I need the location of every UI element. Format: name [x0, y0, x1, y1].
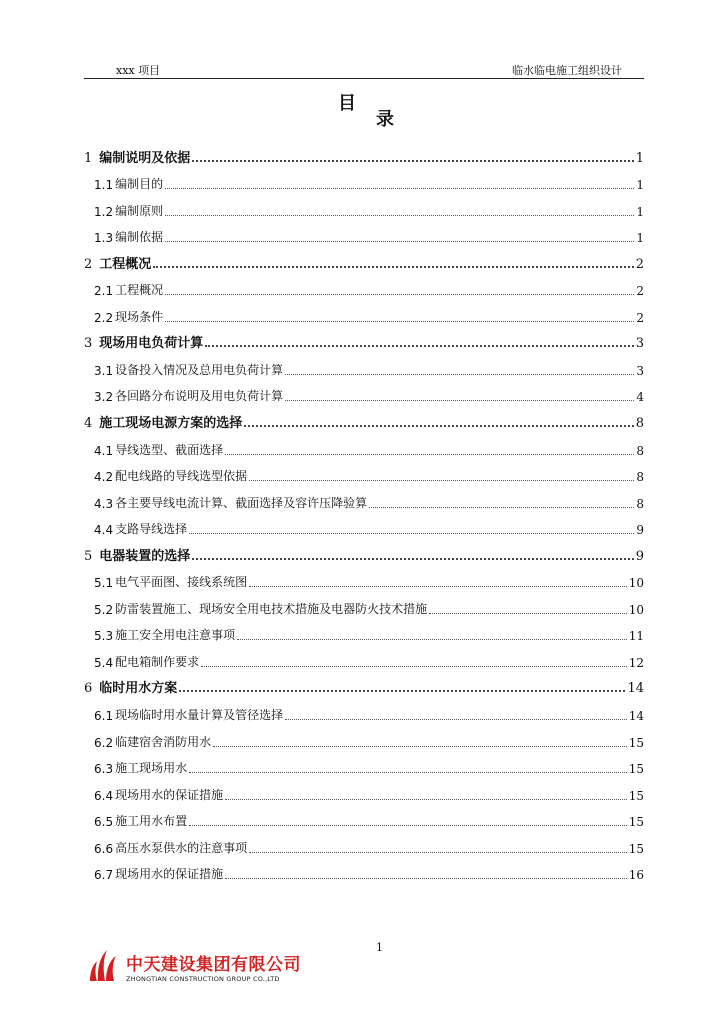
toc-entry-number: 5.3 [94, 629, 114, 644]
toc-dot-leader [205, 345, 633, 347]
toc-dot-leader [225, 799, 627, 800]
header-divider [84, 78, 644, 79]
toc-entry-title: 高压水泵供水的注意事项 [115, 840, 248, 855]
toc-entry-page: 4 [636, 390, 644, 405]
toc-entry-title: 配电线路的导线选型依据 [115, 469, 248, 484]
company-logo [88, 948, 308, 990]
toc-entry-title: 现场条件 [115, 309, 164, 324]
toc-entry-number: 1.1 [94, 178, 114, 193]
toc-dot-leader [249, 852, 627, 853]
toc-subsection-entry[interactable] [84, 434, 644, 461]
toc-entry-number: 4.3 [94, 496, 114, 511]
toc-entry-title: 各回路分布说明及用电负荷计算 [115, 389, 284, 404]
toc-entry-title: 配电箱制作要求 [115, 654, 200, 669]
toc-entry-page: 11 [628, 629, 644, 644]
toc-entry-page: 8 [636, 443, 644, 458]
toc-entry-number: 3.1 [94, 363, 114, 378]
toc-subsection-entry[interactable] [84, 646, 644, 673]
toc-entry-title: 工程概况 [115, 283, 164, 298]
toc-dot-leader [285, 719, 627, 720]
toc-entry-page: 15 [628, 815, 644, 830]
toc-dot-leader [225, 878, 627, 879]
toc-entry-page: 10 [628, 576, 644, 591]
toc-dot-leader [179, 690, 625, 692]
toc-subsection-entry[interactable] [84, 832, 644, 859]
toc-entry-page: 3 [636, 363, 644, 378]
toc-entry-page: 3 [635, 336, 644, 352]
toc-section-entry[interactable] [84, 673, 644, 700]
toc-entry-page: 12 [628, 655, 644, 670]
toc-entry-title: 现场用电负荷计算 [99, 336, 204, 352]
toc-entry-number: 6.6 [94, 841, 114, 856]
toc-title-second-char: 录 [376, 109, 394, 130]
toc-entry-number: 1.2 [94, 204, 114, 219]
toc-entry-title: 电器装置的选择 [99, 548, 191, 564]
toc-entry-page: 1 [636, 178, 644, 193]
toc-entry-page: 2 [636, 284, 644, 299]
toc-subsection-entry[interactable] [84, 169, 644, 196]
toc-entry-page: 16 [628, 868, 644, 883]
toc-dot-leader [201, 666, 627, 667]
toc-entry-number: 6.7 [94, 868, 114, 883]
toc-entry-title: 电气平面图、接线系统图 [115, 575, 248, 590]
toc-section-entry[interactable] [84, 407, 644, 434]
page-header [84, 60, 644, 78]
toc-entry-number: 5.4 [94, 655, 114, 670]
toc-subsection-entry[interactable] [84, 620, 644, 647]
toc-dot-leader [189, 825, 627, 826]
toc-entry-page: 8 [635, 416, 644, 432]
toc-entry-page: 14 [627, 681, 644, 697]
toc-entry-number: 2.1 [94, 284, 114, 299]
toc-dot-leader [249, 480, 634, 481]
toc-dot-leader [153, 266, 633, 268]
toc-entry-title: 编制说明及依据 [99, 150, 191, 166]
toc-entry-page: 8 [636, 470, 644, 485]
toc-entry-page: 9 [636, 523, 644, 538]
toc-dot-leader [189, 533, 634, 534]
zhongtian-logo-icon [88, 948, 122, 982]
toc-entry-title: 设备投入情况及总用电负荷计算 [115, 362, 284, 377]
toc-entry-title: 支路导线选择 [115, 522, 188, 537]
toc-entry-title: 导线选型、截面选择 [115, 442, 224, 457]
toc-entry-title: 编制原则 [115, 203, 164, 218]
toc-entry-number: 2 [84, 256, 93, 272]
toc-entry-number: 4.4 [94, 523, 114, 538]
logo-company-name-cn: 中天建设集团有限公司 [126, 955, 301, 975]
toc-entry-page: 2 [636, 310, 644, 325]
toc-entry-page: 15 [628, 762, 644, 777]
toc-subsection-entry[interactable] [84, 381, 644, 408]
toc-subsection-entry[interactable] [84, 859, 644, 886]
toc-dot-leader [165, 215, 634, 216]
toc-entry-number: 1.3 [94, 231, 114, 246]
toc-subsection-entry[interactable] [84, 726, 644, 753]
toc-subsection-entry[interactable] [84, 779, 644, 806]
toc-entry-number: 6 [84, 681, 93, 697]
toc-entry-number: 4.2 [94, 470, 114, 485]
toc-entry-page: 9 [635, 548, 644, 564]
toc-section-entry[interactable] [84, 540, 644, 567]
toc-subsection-entry[interactable] [84, 301, 644, 328]
toc-section-entry[interactable] [84, 328, 644, 355]
toc-dot-leader [249, 586, 627, 587]
toc-entry-title: 各主要导线电流计算、截面选择及容许压降验算 [115, 495, 368, 510]
toc-dot-leader [213, 746, 627, 747]
toc-title-first-char: 目 [338, 93, 356, 114]
toc-entry-page: 1 [635, 150, 644, 166]
toc-dot-leader [165, 321, 634, 322]
toc-entry-title: 施工现场用水 [115, 761, 188, 776]
toc-dot-leader [165, 241, 634, 242]
toc-dot-leader [192, 558, 633, 560]
toc-entry-title: 临建宿舍消防用水 [115, 734, 212, 749]
toc-dot-leader [285, 374, 634, 375]
toc-entry-page: 15 [628, 735, 644, 750]
page-number: 1 [376, 941, 383, 954]
toc-dot-leader [165, 294, 634, 295]
toc-entry-number: 6.3 [94, 762, 114, 777]
toc-dot-leader [225, 454, 634, 455]
toc-dot-leader [189, 772, 627, 773]
toc-subsection-entry[interactable] [84, 461, 644, 488]
toc-entry-page: 2 [635, 256, 644, 272]
toc-dot-leader [244, 425, 633, 427]
toc-entry-number: 5.2 [94, 602, 114, 617]
toc-entry-title: 施工用水布置 [115, 814, 188, 829]
toc-subsection-entry[interactable] [84, 593, 644, 620]
toc-entry-page: 14 [628, 709, 644, 724]
toc-entry-page: 10 [628, 602, 644, 617]
toc-entry-number: 4.1 [94, 443, 114, 458]
toc-entry-page: 1 [636, 204, 644, 219]
toc-subsection-entry[interactable] [84, 222, 644, 249]
toc-subsection-entry[interactable] [84, 514, 644, 541]
toc-entry-number: 3.2 [94, 390, 114, 405]
toc-entry-number: 6.4 [94, 788, 114, 803]
header-document-title: 临水临电施工组织设计 [512, 64, 622, 77]
toc-subsection-entry[interactable] [84, 487, 644, 514]
toc-entry-title: 防雷装置施工、现场安全用电技术措施及电器防火技术措施 [115, 601, 428, 616]
toc-entry-number: 5.1 [94, 576, 114, 591]
toc-entry-title: 施工现场电源方案的选择 [99, 416, 243, 432]
toc-entry-title: 现场用水的保证措施 [115, 867, 224, 882]
logo-company-name-en: ZHONGTIAN CONSTRUCTION GROUP CO.,LTD [126, 975, 280, 983]
toc-entry-number: 3 [84, 336, 93, 352]
toc-dot-leader [165, 188, 634, 189]
toc-section-entry[interactable] [84, 248, 644, 275]
toc-section-entry[interactable] [84, 142, 644, 169]
toc-entry-title: 施工安全用电注意事项 [115, 628, 236, 643]
toc-dot-leader [369, 507, 634, 508]
toc-subsection-entry[interactable] [84, 195, 644, 222]
toc-dot-leader [237, 639, 627, 640]
toc-entry-title: 工程概况 [99, 256, 152, 272]
toc-entry-page: 15 [628, 788, 644, 803]
toc-entry-number: 5 [84, 548, 93, 564]
header-project-name: xxx 项目 [116, 64, 161, 77]
toc-entry-number: 2.2 [94, 310, 114, 325]
toc-entry-number: 1 [84, 150, 93, 166]
toc-entry-title: 编制依据 [115, 230, 164, 245]
toc-dot-leader [285, 400, 634, 401]
toc-entry-page: 8 [636, 496, 644, 511]
toc-entry-title: 临时用水方案 [99, 681, 178, 697]
toc-entry-title: 现场用水的保证措施 [115, 787, 224, 802]
toc-entry-number: 4 [84, 416, 93, 432]
toc-entry-title: 编制目的 [115, 177, 164, 192]
toc-entry-number: 6.1 [94, 709, 114, 724]
toc-dot-leader [429, 613, 627, 614]
table-of-contents [84, 142, 644, 885]
toc-subsection-entry[interactable] [84, 806, 644, 833]
toc-subsection-entry[interactable] [84, 354, 644, 381]
toc-dot-leader [192, 160, 633, 162]
toc-entry-number: 6.5 [94, 815, 114, 830]
toc-subsection-entry[interactable] [84, 699, 644, 726]
toc-entry-title: 现场临时用水量计算及管径选择 [115, 708, 284, 723]
toc-subsection-entry[interactable] [84, 567, 644, 594]
toc-subsection-entry[interactable] [84, 275, 644, 302]
toc-entry-number: 6.2 [94, 735, 114, 750]
toc-entry-page: 1 [636, 231, 644, 246]
toc-entry-page: 15 [628, 841, 644, 856]
toc-subsection-entry[interactable] [84, 753, 644, 780]
